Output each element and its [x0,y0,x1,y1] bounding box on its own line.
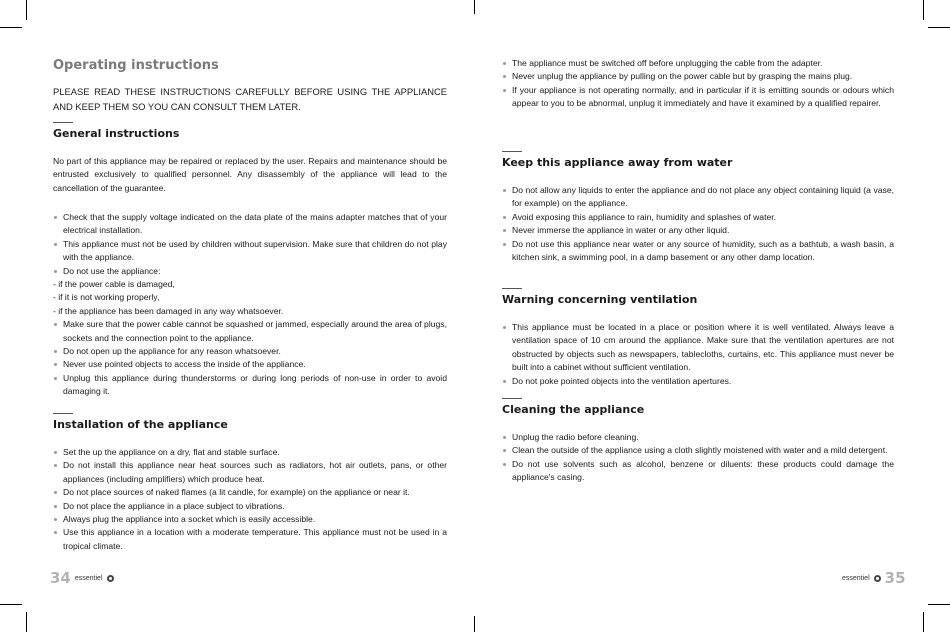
list-item: Do not poke pointed objects into the ventilation apertures. [502,375,894,388]
list-item: Unplug this appliance during thunderstorms or during long periods of non-use in order to avoid damaging it. [53,372,447,399]
ventilation-list [502,321,894,388]
crop-mark [474,616,475,632]
brand-logo-icon [874,575,881,582]
page-number: 35 [884,569,906,587]
list-subitem: - if the appliance has been damaged in any way whatsoever. [53,305,284,316]
right-page-footer [842,569,906,587]
list-item: If your appliance is not operating normally, and in particular if it is emitting sounds or odours which appear to you to be abnormal, unplug it immediately and have it examined by a qualified repairer. [502,84,894,111]
page-title: Operating instructions [53,58,219,73]
list-item: This appliance must be located in a place or position where it is well ventilated. Always leave a ventilation space of 10 cm around the appliance. Make sure that the ventilation apertures are not obstructed by objects such as newspapers, tablecloths, curtains, etc. This appliance must never be built into a cabinet without sufficient ventilation. [502,321,894,375]
crop-mark [474,0,475,14]
list-item: Clean the outside of the appliance using a cloth slightly moistened with water and a mild detergent. [502,444,894,457]
list-item: Do not use this appliance near water or any source of humidity, such as a bathtub, a wash basin, a kitchen sink, a swimming pool, in a damp basement or any other damp location. [502,238,894,265]
list-item: Never use pointed objects to access the inside of the appliance. [53,358,447,371]
crop-mark [928,27,950,28]
crop-mark [0,27,22,28]
list-item: The appliance must be switched off before unplugging the cable from the adapter. [502,57,894,70]
list-item: Do not open up the appliance for any reason whatsoever. [53,345,447,358]
section-rule [53,122,73,123]
section-rule [502,288,522,289]
list-subitem: - if the power cable is damaged, [53,279,175,290]
water-heading: Keep this appliance away from water [502,156,733,169]
section-rule [53,413,73,414]
list-item: Do not use solvents such as alcohol, benzene or diluents: these products could damage the appliance's casing. [502,458,894,485]
list-item: Do not place the appliance in a place subject to vibrations. [53,500,447,513]
intro-text: PLEASE READ THESE INSTRUCTIONS CAREFULLY BEFORE USING THE APPLIANCE AND KEEP THEM SO YOU CAN CONSULT THEM LATER. [53,86,447,112]
list-item: Always plug the appliance into a socket which is easily accessible. [53,513,447,526]
list-item: Never unplug the appliance by pulling on the power cable but by grasping the mains plug. [502,70,894,83]
brand-logo-icon [107,575,114,582]
list-item: Do not allow any liquids to enter the appliance and do not place any object containing liquid (a vase, for example) on the appliance. [502,184,894,211]
brand-name: essentiel [842,574,870,582]
general-instructions-paragraph: No part of this appliance may be repaired or replaced by the user. Repairs and maintenance should be entrusted exclusively to qualified personnel. Any disassembly of the appliance will lead to the cancellation of the guarantee. [53,156,447,193]
water-list [502,184,894,264]
section-rule [502,151,522,152]
list-item: Do not use the appliance: [53,265,447,278]
section-rule [502,398,522,399]
ventilation-heading: Warning concerning ventilation [502,293,698,306]
list-item: Use this appliance in a location with a moderate temperature. This appliance must not be used in a tropical climate. [53,526,447,553]
list-item: Set the up the appliance on a dry, flat and stable surface. [53,446,447,459]
list-item: Make sure that the power cable cannot be squashed or jammed, especially around the area of plugs, sockets and the connection point to the appliance. [53,318,447,345]
page-number: 34 [50,569,71,587]
crop-mark [923,0,924,20]
crop-mark [928,604,950,605]
general-instructions-heading: General instructions [53,127,180,140]
list-item: This appliance must not be used by children without supervision. Make sure that children do not play with the appliance. [53,238,447,265]
installation-heading: Installation of the appliance [53,418,228,431]
crop-mark [26,612,27,632]
list-subitem: - if it is not working properly, [53,292,160,303]
list-item: Unplug the radio before cleaning. [502,431,894,444]
list-item: Avoid exposing this appliance to rain, humidity and splashes of water. [502,211,894,224]
crop-mark [923,612,924,632]
crop-mark [0,604,22,605]
left-page-footer [50,569,114,587]
brand-name: essentiel [74,574,103,582]
list-item: Check that the supply voltage indicated on the data plate of the mains adapter matches that of your electrical installation. [53,211,447,238]
list-item: Do not install this appliance near heat sources such as radiators, hot air outlets, pans, or other appliances (including amplifiers) which produce heat. [53,459,447,486]
adapter-list [502,57,894,111]
list-item: Never immerse the appliance in water or any other liquid. [502,224,894,237]
cleaning-list [502,431,894,485]
crop-mark [26,0,27,20]
cleaning-heading: Cleaning the appliance [502,403,645,416]
general-instructions-list [53,211,447,399]
list-item: Do not place sources of naked flames (a lit candle, for example) on the appliance or near it. [53,486,447,499]
installation-list [53,446,447,553]
